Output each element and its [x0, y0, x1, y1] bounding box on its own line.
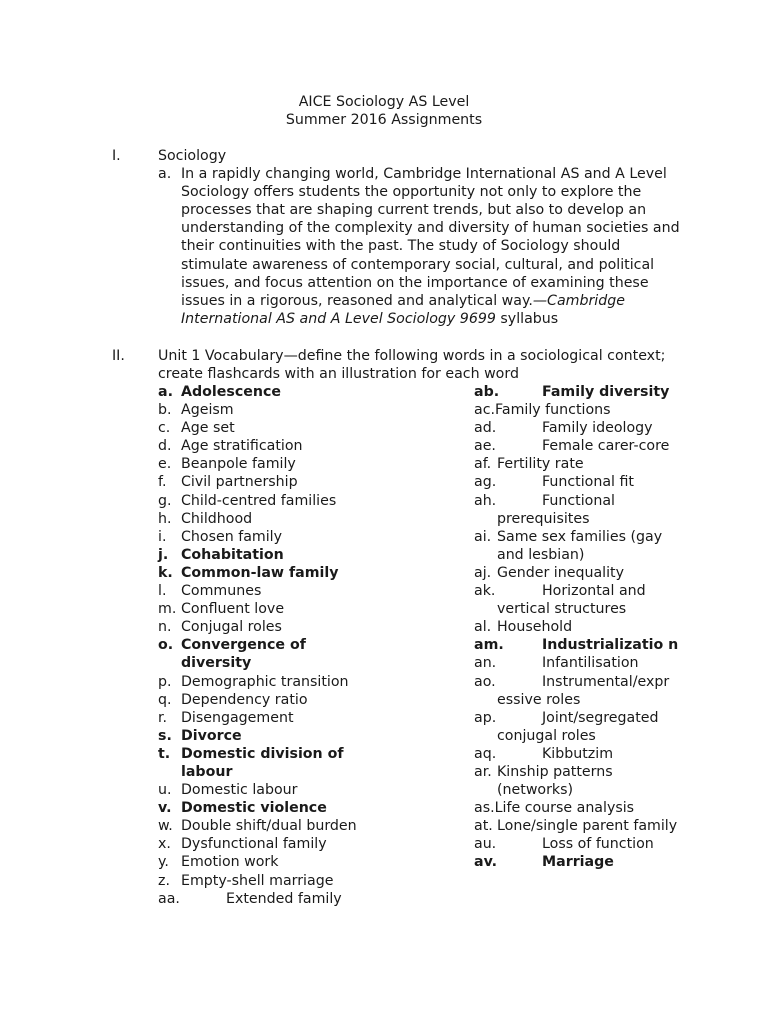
- vocab-term: Dependency ratio: [181, 691, 308, 708]
- section-subitem: [158, 165, 682, 328]
- vocab-item: [474, 817, 680, 835]
- vocab-item: [474, 564, 680, 582]
- vocab-item: [158, 455, 373, 473]
- vocab-item: [158, 709, 373, 727]
- vocab-term: [474, 817, 680, 835]
- vocab-item: [158, 817, 373, 835]
- vocab-label: as.: [474, 800, 495, 817]
- vocab-term: Child-centred families: [181, 492, 337, 509]
- vocab-term: Adolescence: [181, 384, 281, 400]
- vocab-item: [474, 763, 680, 799]
- vocab-label: ac.: [474, 402, 496, 419]
- vocab-item: [158, 437, 373, 455]
- vocab-label: r.: [158, 709, 168, 726]
- vocab-label: ar.: [474, 763, 492, 780]
- vocab-term: Domestic division of labour: [181, 745, 344, 780]
- quote-citation-tail: syllabus: [495, 310, 559, 327]
- vocab-term: Chosen family: [181, 528, 282, 545]
- vocab-term: Cohabitation: [181, 546, 284, 563]
- vocab-label: ak.: [474, 583, 496, 600]
- vocab-term: Domestic violence: [181, 800, 327, 817]
- vocab-item: [474, 473, 680, 491]
- vocab-label: p.: [158, 673, 172, 690]
- vocab-term: Emotion work: [181, 854, 279, 871]
- vocab-label: x.: [158, 836, 171, 853]
- vocab-label: k.: [158, 564, 173, 581]
- vocab-item: [474, 636, 680, 654]
- vocab-term: Extended family: [226, 890, 342, 907]
- vocab-label: l.: [158, 583, 167, 600]
- vocab-label: e.: [158, 456, 172, 473]
- vocab-term: Loss of function: [542, 836, 654, 853]
- vocab-item: [158, 799, 373, 817]
- vocab-label: t.: [158, 745, 171, 762]
- vocab-item: [158, 528, 373, 546]
- vocab-item: [474, 437, 680, 455]
- vocab-label: al.: [474, 619, 492, 636]
- vocab-term: Double shift/dual burden: [181, 818, 357, 835]
- vocab-term: [474, 618, 680, 636]
- vocab-term: Marriage: [542, 854, 614, 871]
- vocab-label: a.: [158, 384, 173, 400]
- section-heading: Unit 1 Vocabulary—define the following words in a sociological context; create flashcards with an illustration for each word: [158, 348, 666, 383]
- vocab-label: ah.: [474, 492, 497, 509]
- vocab-label: v.: [158, 800, 172, 817]
- vocab-term: Conjugal roles: [181, 619, 282, 636]
- vocab-item: [158, 636, 373, 672]
- vocab-term: Functional fit: [542, 474, 634, 491]
- vocab-label: ao.: [474, 673, 496, 690]
- vocab-item: [474, 799, 680, 817]
- vocab-term: Same sex families (gay and lesbian): [497, 528, 663, 563]
- vocab-item: [158, 546, 373, 564]
- vocab-label: ag.: [474, 474, 497, 491]
- vocab-term: Domestic labour: [181, 782, 298, 799]
- vocab-term: Industrializatio n: [542, 637, 679, 654]
- vocab-term: Instrumental/expr essive roles: [497, 673, 670, 708]
- vocab-list-left: [158, 383, 373, 908]
- vocab-term: [474, 528, 680, 564]
- vocab-item: [158, 781, 373, 799]
- vocab-term: [474, 401, 680, 419]
- vocab-label: av.: [474, 854, 498, 871]
- vocab-item: [158, 835, 373, 853]
- vocab-term: Life course analysis: [494, 800, 635, 817]
- vocab-term: Fertility rate: [497, 456, 584, 473]
- section-heading: Sociology: [158, 148, 227, 164]
- vocab-term: Family functions: [495, 402, 611, 419]
- vocab-item: [158, 473, 373, 491]
- subitem-letter: a.: [158, 166, 172, 183]
- vocab-item: [474, 709, 680, 745]
- vocab-item: [158, 745, 373, 781]
- vocab-label: q.: [158, 691, 172, 708]
- vocab-item: [474, 419, 680, 437]
- vocab-label: f.: [158, 474, 167, 491]
- vocab-term: Common-law family: [181, 564, 339, 581]
- vocab-item: [158, 727, 373, 745]
- vocab-term: Empty-shell marriage: [181, 872, 334, 889]
- vocab-item: [474, 673, 680, 709]
- vocab-term: Joint/segregated conjugal roles: [497, 709, 659, 744]
- title-line-2: Summer 2016 Assignments: [285, 112, 483, 129]
- vocab-item: [474, 654, 680, 672]
- vocab-term: Household: [497, 619, 573, 636]
- vocab-term: Horizontal and vertical structures: [497, 583, 646, 618]
- vocab-item: [158, 673, 373, 691]
- vocab-term: Childhood: [181, 510, 253, 527]
- vocab-term: Family diversity: [542, 384, 670, 400]
- vocab-item: [474, 853, 680, 871]
- section-vocabulary: [112, 347, 682, 383]
- vocab-term: Civil partnership: [181, 474, 298, 491]
- vocab-label: i.: [158, 528, 167, 545]
- vocab-label: ai.: [474, 528, 492, 545]
- vocab-item: [158, 510, 373, 528]
- vocab-label: h.: [158, 510, 172, 527]
- vocab-label: af.: [474, 456, 492, 473]
- vocab-item: [158, 618, 373, 636]
- vocab-label: aj.: [474, 564, 492, 581]
- vocab-label: j.: [158, 546, 169, 563]
- vocab-term: Age set: [181, 420, 235, 437]
- vocab-label: w.: [158, 818, 173, 835]
- document-title: [0, 93, 768, 129]
- vocab-item: [158, 853, 373, 871]
- vocab-label: b.: [158, 402, 172, 419]
- vocab-label: m.: [158, 601, 177, 618]
- vocab-item: [158, 691, 373, 709]
- vocab-label: ae.: [474, 438, 496, 455]
- vocab-term: Age stratification: [181, 438, 303, 455]
- vocab-label: au.: [474, 836, 497, 853]
- vocab-item: [158, 383, 373, 401]
- vocab-label: ab.: [474, 384, 500, 400]
- vocab-term: [474, 799, 680, 817]
- vocab-label: g.: [158, 492, 172, 509]
- vocab-list-right: [474, 383, 680, 872]
- vocab-term: [474, 763, 680, 799]
- vocab-term: Convergence of diversity: [181, 637, 306, 672]
- vocab-term: Disengagement: [181, 709, 294, 726]
- vocab-label: ap.: [474, 709, 497, 726]
- vocab-item: [474, 835, 680, 853]
- vocab-item: [474, 582, 680, 618]
- vocab-label: at.: [474, 818, 493, 835]
- vocab-term: Confluent love: [181, 601, 285, 618]
- vocab-item: [158, 492, 373, 510]
- vocab-label: y.: [158, 854, 169, 871]
- vocab-item: [474, 618, 680, 636]
- vocab-item: [158, 600, 373, 618]
- vocab-term: Infantilisation: [542, 655, 639, 672]
- vocab-term: Ageism: [181, 402, 234, 419]
- vocab-term: Functional prerequisites: [497, 492, 615, 527]
- vocab-label: d.: [158, 438, 172, 455]
- vocab-item: [158, 419, 373, 437]
- vocab-item: [474, 383, 680, 401]
- vocab-label: n.: [158, 619, 172, 636]
- vocab-term: Dysfunctional family: [181, 836, 327, 853]
- vocab-term: Divorce: [181, 727, 242, 744]
- vocab-term: Family ideology: [542, 420, 653, 437]
- vocab-item: [158, 582, 373, 600]
- vocab-label: s.: [158, 727, 172, 744]
- vocab-label: u.: [158, 782, 172, 799]
- vocab-item: [474, 528, 680, 564]
- section-numeral: I.: [112, 148, 121, 164]
- vocab-item: [474, 492, 680, 528]
- section-numeral: II.: [112, 348, 125, 364]
- vocab-label: o.: [158, 637, 174, 654]
- vocab-term: Female carer-core: [542, 438, 670, 455]
- vocab-term: Demographic transition: [181, 673, 349, 690]
- vocab-term: [474, 564, 680, 582]
- vocab-label: ad.: [474, 420, 497, 437]
- vocab-term: Gender inequality: [497, 564, 624, 581]
- vocab-item: [158, 401, 373, 419]
- vocab-item: [474, 455, 680, 473]
- vocab-label: z.: [158, 872, 170, 889]
- vocab-label: an.: [474, 655, 497, 672]
- vocab-item: [474, 745, 680, 763]
- vocab-label: am.: [474, 637, 504, 654]
- vocab-label: aa.: [158, 890, 180, 907]
- vocab-item: [474, 401, 680, 419]
- vocab-term: Kibbutzim: [542, 745, 614, 762]
- syllabus-quote: [181, 165, 682, 328]
- vocab-term: Lone/single parent family: [497, 818, 678, 835]
- quote-citation: —Cambridge International AS and A Level Sociology 9699: [181, 292, 625, 327]
- quote-text: In a rapidly changing world, Cambridge International AS and A Level Sociology offers students the opportunity not only to explore the processes that are shaping current trends, but also to develop an understanding of the complexity and diversity of human societies and their continuities with the past. The study of Sociology should stimulate awareness of contemporary social, cultural, and political issues, and focus attention on the importance of examining these issues in a rigorous, reasoned and analytical way.: [181, 166, 680, 309]
- vocab-item: [158, 872, 373, 890]
- vocab-term: Kinship patterns (networks): [497, 763, 613, 799]
- vocab-term: Beanpole family: [181, 456, 296, 473]
- vocab-term: [474, 455, 680, 473]
- vocab-item: [158, 564, 373, 582]
- vocab-item: [158, 890, 373, 908]
- section-sociology: [112, 147, 682, 328]
- vocab-label: aq.: [474, 745, 497, 762]
- title-line-1: AICE Sociology AS Level: [298, 94, 470, 110]
- vocab-label: c.: [158, 420, 171, 437]
- vocab-term: Communes: [181, 583, 262, 600]
